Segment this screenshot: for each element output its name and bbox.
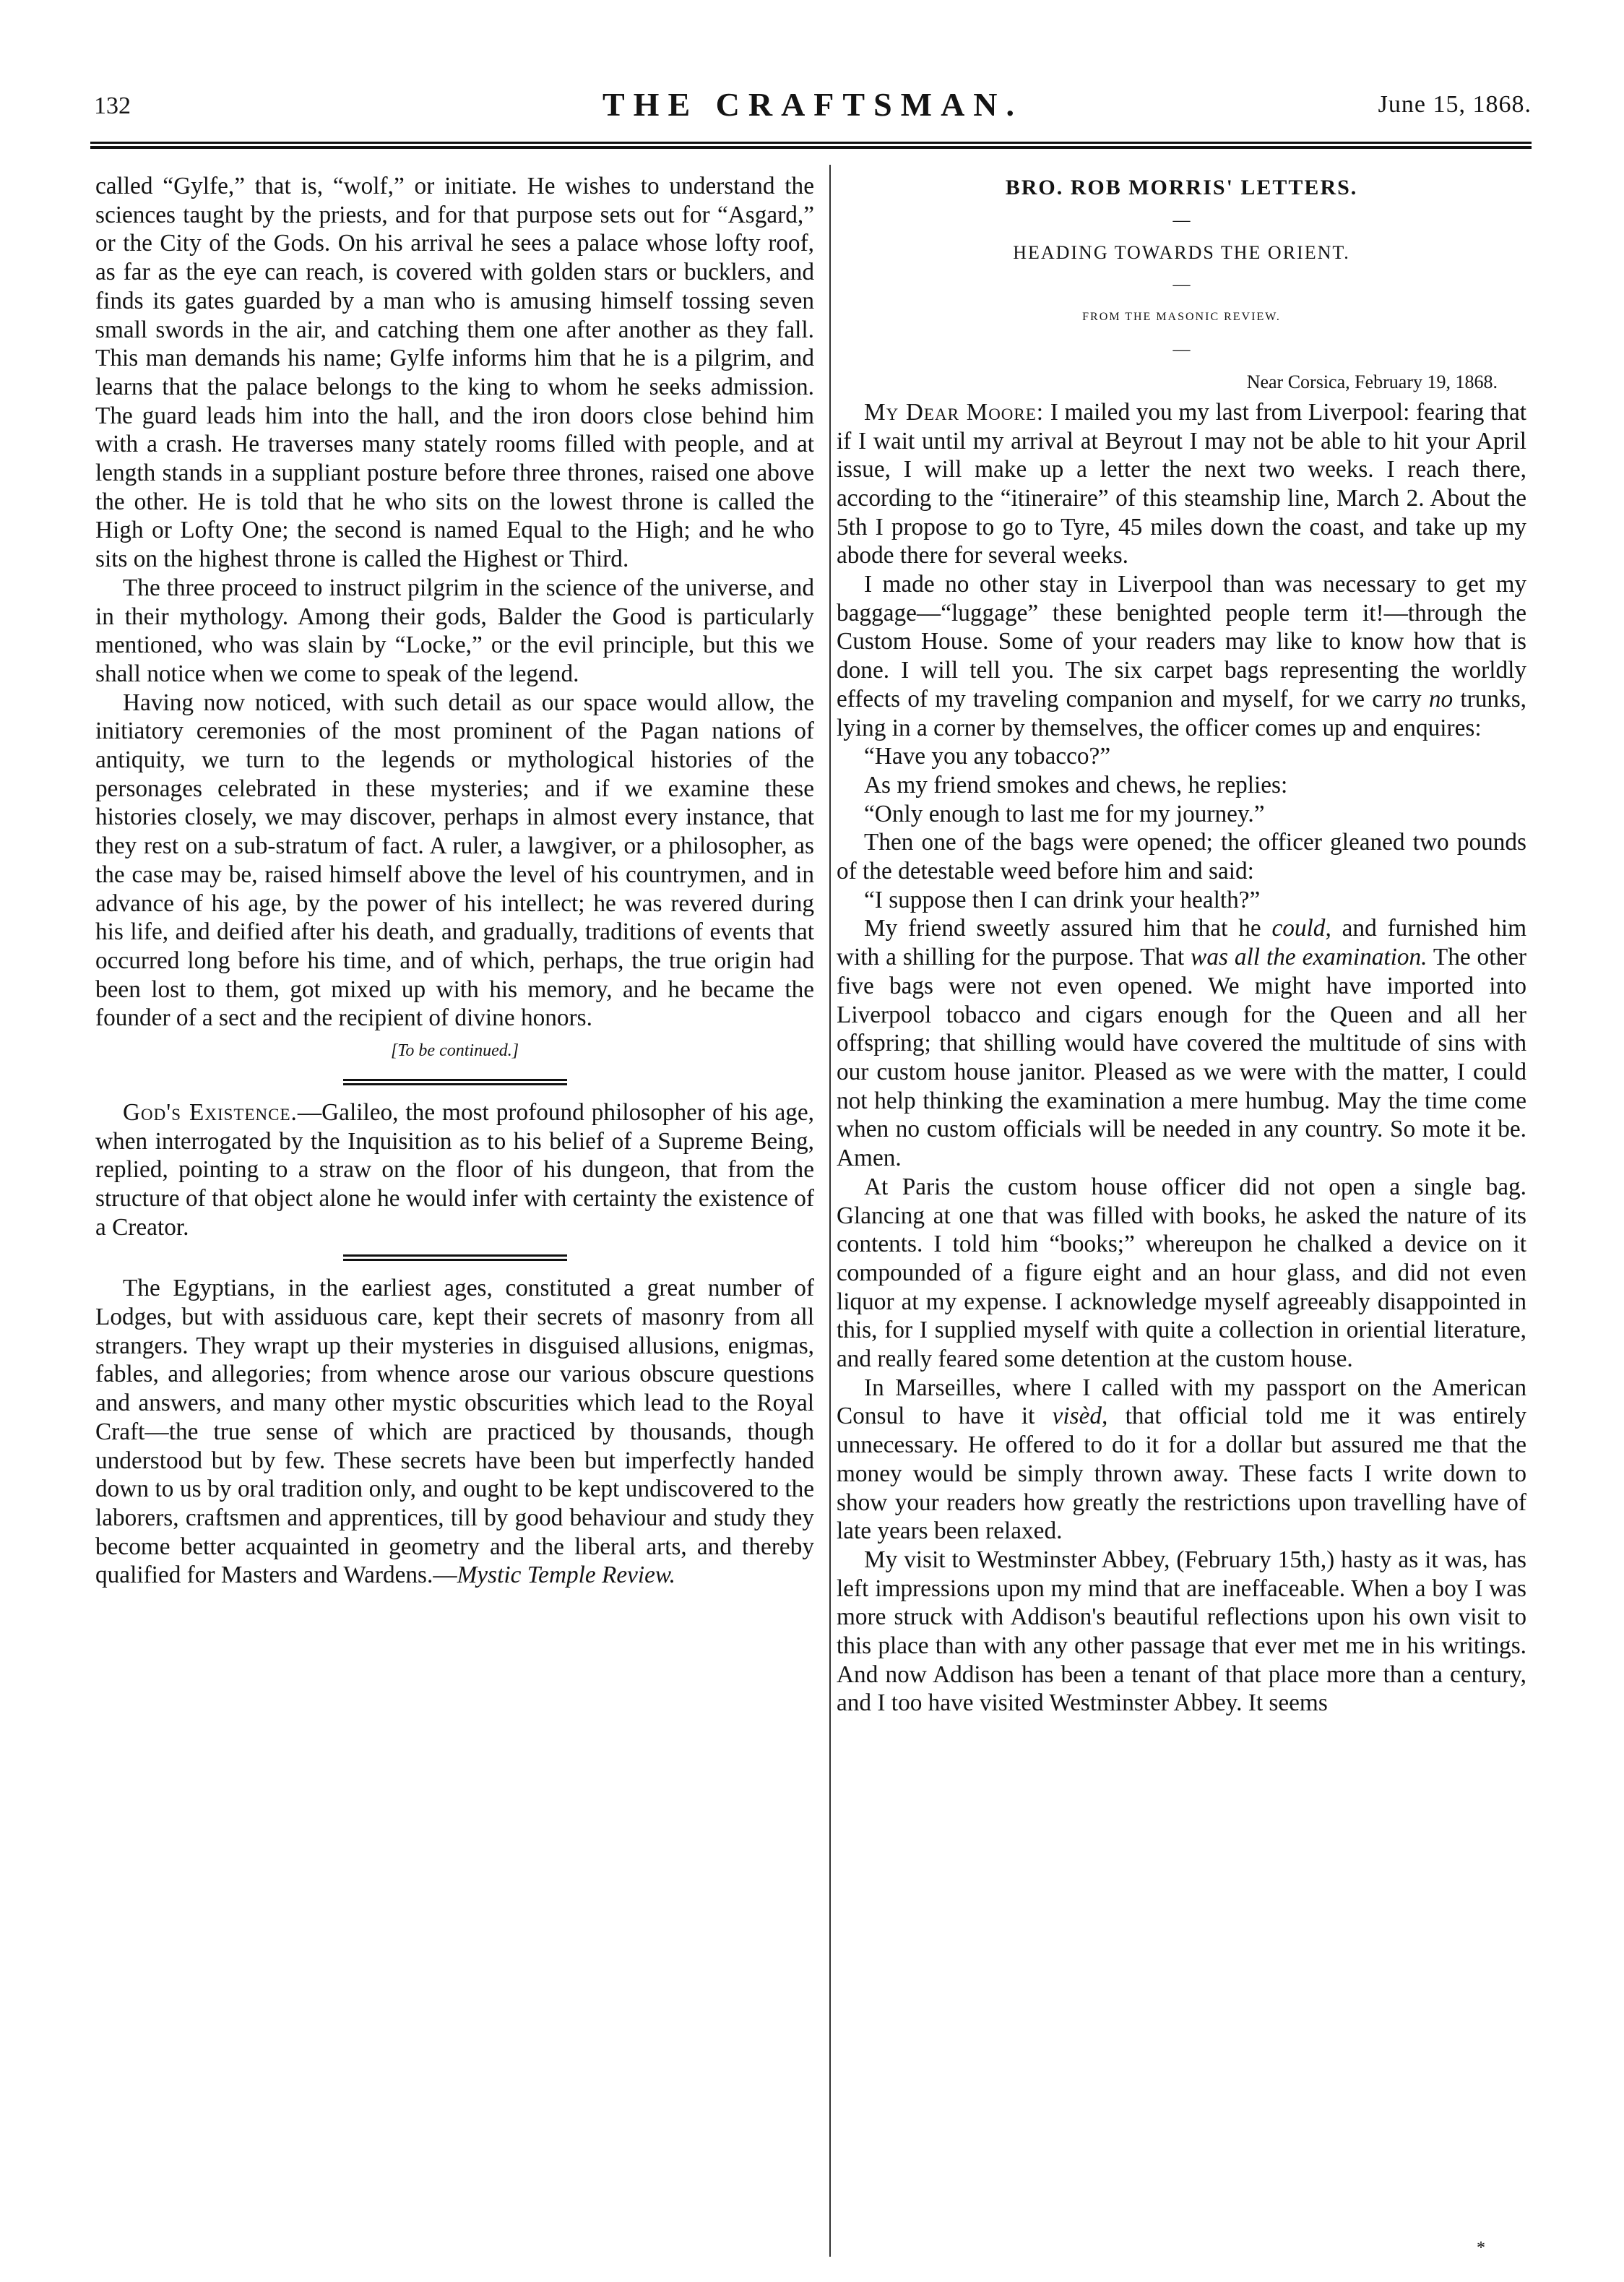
letter-paragraph: I made no other stay in Liverpool than was necessary to get my baggage—“luggage” these benighted people term it!—through the Custom House. Some of your readers may like to know how that is done. I will tell you. The six carpet bags representing the worldly effects of my traveling companion and myself, for we carry no trunks, lying in a corner by themselves, the officer comes up and enquires:	[837, 571, 1526, 741]
dialogue-line: “Only enough to last me for my journey.”	[864, 800, 1265, 827]
dialogue-line: “Have you any tobacco?”	[864, 743, 1111, 770]
to-be-continued-note: [To be continued.]	[390, 1041, 519, 1061]
letter-paragraph: My friend sweetly assured him that he could, and furnished him with a shilling for the purpose. That was all the examination. The other five bags were not even opened. We might have imported into Liverpool tobacco and cigars enough for the Queen and all her offspring; that shilling would have covered the multitude of sins with our custom house janitor. Pleased as we were with the matter, I could not help thinking the examination a mere humbug. May the time come when no custom officials will be needed in any country. So mote it be. Amen.	[837, 915, 1526, 1172]
footer-mark: *	[1477, 2239, 1485, 2257]
article-heading: BRO. ROB MORRIS' LETTERS.	[1005, 176, 1358, 199]
page-number: 132	[94, 92, 131, 119]
legends-paragraph: Having now noticed, with such detail as our space would allow, the initiatory ceremonies of the most prominent of the Pagan nations of antiquity, we turn to the legends or mythological histories of the personages celebrated in these mysteries; and if we examine these histories closely, we may discover, perhaps in almost every instance, that they rest on a sub-stratum of fact. A ruler, a lawgiver, or a philosopher, as the case may be, raised himself above the level of his countrymen, and in advance of his age, by the power of his intellect; he was revered during his life, and deified after his death, and gradually, traditions of events that occurred long before his time, and of which, perhaps, the true origin had been lost to them, got mixed up with his memory, and he became the founder of a sect and the recipient of divine honors.	[95, 689, 814, 1032]
dialogue-line: As my friend smokes and chews, he replies:	[864, 771, 1288, 798]
letter-dateline: Near Corsica, February 19, 1868.	[1246, 371, 1498, 393]
three-gods-paragraph: The three proceed to instruct pilgrim in the science of the universe, and in their mythology. Among their gods, Balder the Good is particularly mentioned, who was slain by “Locke,” or the evil principle, but this we shall notice when we come to speak of the legend.	[95, 574, 814, 687]
gods-existence-text: —Galileo, the most profound philosopher of his age, when interrogated by the Inquisition as to his belief of a Supreme Being, replied, pointing to a straw on the floor of his dungeon, that from the structure of that object alone he would infer with certainty the existence of a Creator.	[95, 1098, 814, 1241]
dialogue-line: “I suppose then I can drink your health?”	[864, 886, 1261, 913]
page-header	[94, 85, 1532, 129]
article-subheading: HEADING TOWARDS THE ORIENT.	[1013, 241, 1350, 263]
gods-existence-title: God's Existence.	[123, 1098, 298, 1126]
egyptians-source: Mystic Temple Review.	[457, 1562, 675, 1589]
left-column	[95, 172, 814, 1590]
letter-paragraph: Then one of the bags were opened; the officer gleaned two pounds of the detestable weed before him and said:	[837, 829, 1526, 885]
journal-title: THE CRAFTSMAN.	[602, 86, 1024, 123]
column-divider	[829, 165, 831, 2257]
letter-paragraph: At Paris the custom house officer did not open a single bag. Glancing at one that was filled with books, he asked the nature of its contents. I told him “books;” whereupon he chalked a device on it compounded of a figure eight and an hour glass, and did not even liquor at my expense. I acknowledge myself agreeably disappointed in this, for I supplied myself with quite a collection in oriential literature, and really feared some detention at the custom house.	[837, 1173, 1526, 1373]
letter-salutation: My Dear Moore:	[864, 398, 1045, 426]
header-rule	[90, 142, 1532, 149]
letter-text: I mailed you my last from Liverpool: fearing that if I wait until my arrival at Beyrout I may not be able to hit your April issue, I will make up a letter the next two weeks. I reach there, according to the “itineraire” of this steamship line, March 2. About the 5th I propose to go to Tyre, 45 miles down the coast, and take up my abode there for several weeks.	[837, 398, 1526, 569]
gylfe-paragraph: called “Gylfe,” that is, “wolf,” or initiate. He wishes to understand the sciences taught by the priests, and for that purpose sets out for “Asgard,” or the City of the Gods. On his arrival he sees a palace whose lofty roof, as far as the eye can reach, is covered with golden stars or bucklers, and finds its gates guarded by a man who is amusing himself tossing seven small swords in the air, and catching them one after another as they fall. This man demands his name; Gylfe informs him that he is a pilgrim, and learns that the palace belongs to the king to whom he seeks admission. The guard leads him into the hall, and the iron doors close behind him with a crash. He traverses many stately rooms filled with people, and at length stands in a suppliant posture before three thrones, raised one above the other. He is told that he who sits on the lowest throne is called the High or Lofty One; the second is named Equal to the High; and he who sits on the highest throne is called the Highest or Third.	[95, 173, 814, 573]
egyptians-text: The Egyptians, in the earliest ages, constituted a great number of Lodges, but with assiduous care, kept their secrets of masonry from all strangers. They wrapt up their mysteries in disguised allusions, enigmas, fables, and allegories; from whence arose our various obscure questions and answers, and many other mystic obscurities which lead to the Royal Craft—the true sense of which are practiced by thousands, though understood but by few. These secrets have been but imperfectly handed down to us by oral tradition only, and ought to be kept undiscovered to the laborers, craftsmen and apprentices, till by good behaviour and study they become better acquainted in geometry and the liberal arts, and thereby qualified for Masters and Wardens.—	[95, 1275, 814, 1589]
letter-paragraph: In Marseilles, where I called with my passport on the American Consul to have it visèd, that official told me it was entirely unnecessary. He offered to do it for a dollar but assured me that the money would be simply thrown away. These facts I write down to show your readers how greatly the restrictions upon travelling have of late years been relaxed.	[837, 1374, 1526, 1545]
egyptians-paragraph	[95, 1274, 814, 1590]
right-column	[837, 172, 1526, 1718]
article-source: FROM THE MASONIC REVIEW.	[1082, 311, 1281, 324]
heading-dash: —	[1172, 210, 1191, 230]
heading-dash: —	[1172, 275, 1191, 295]
heading-dash: —	[1172, 340, 1191, 360]
gods-existence-paragraph	[95, 1098, 814, 1242]
letter-paragraph	[837, 398, 1526, 570]
section-rule	[343, 1254, 567, 1261]
letter-paragraph: My visit to Westminster Abbey, (February 15th,) hasty as it was, has left impressions upon my mind that are ineffaceable. When a boy I was more struck with Addison's beautiful reflections upon his own visit to this place than with any other passage that ever met me in his writings. And now Addison has been a tenant of that place more than a century, and I too have visited Westminster Abbey. It seems	[837, 1546, 1526, 1717]
section-rule	[343, 1079, 567, 1085]
issue-date: June 15, 1868.	[1378, 91, 1532, 118]
